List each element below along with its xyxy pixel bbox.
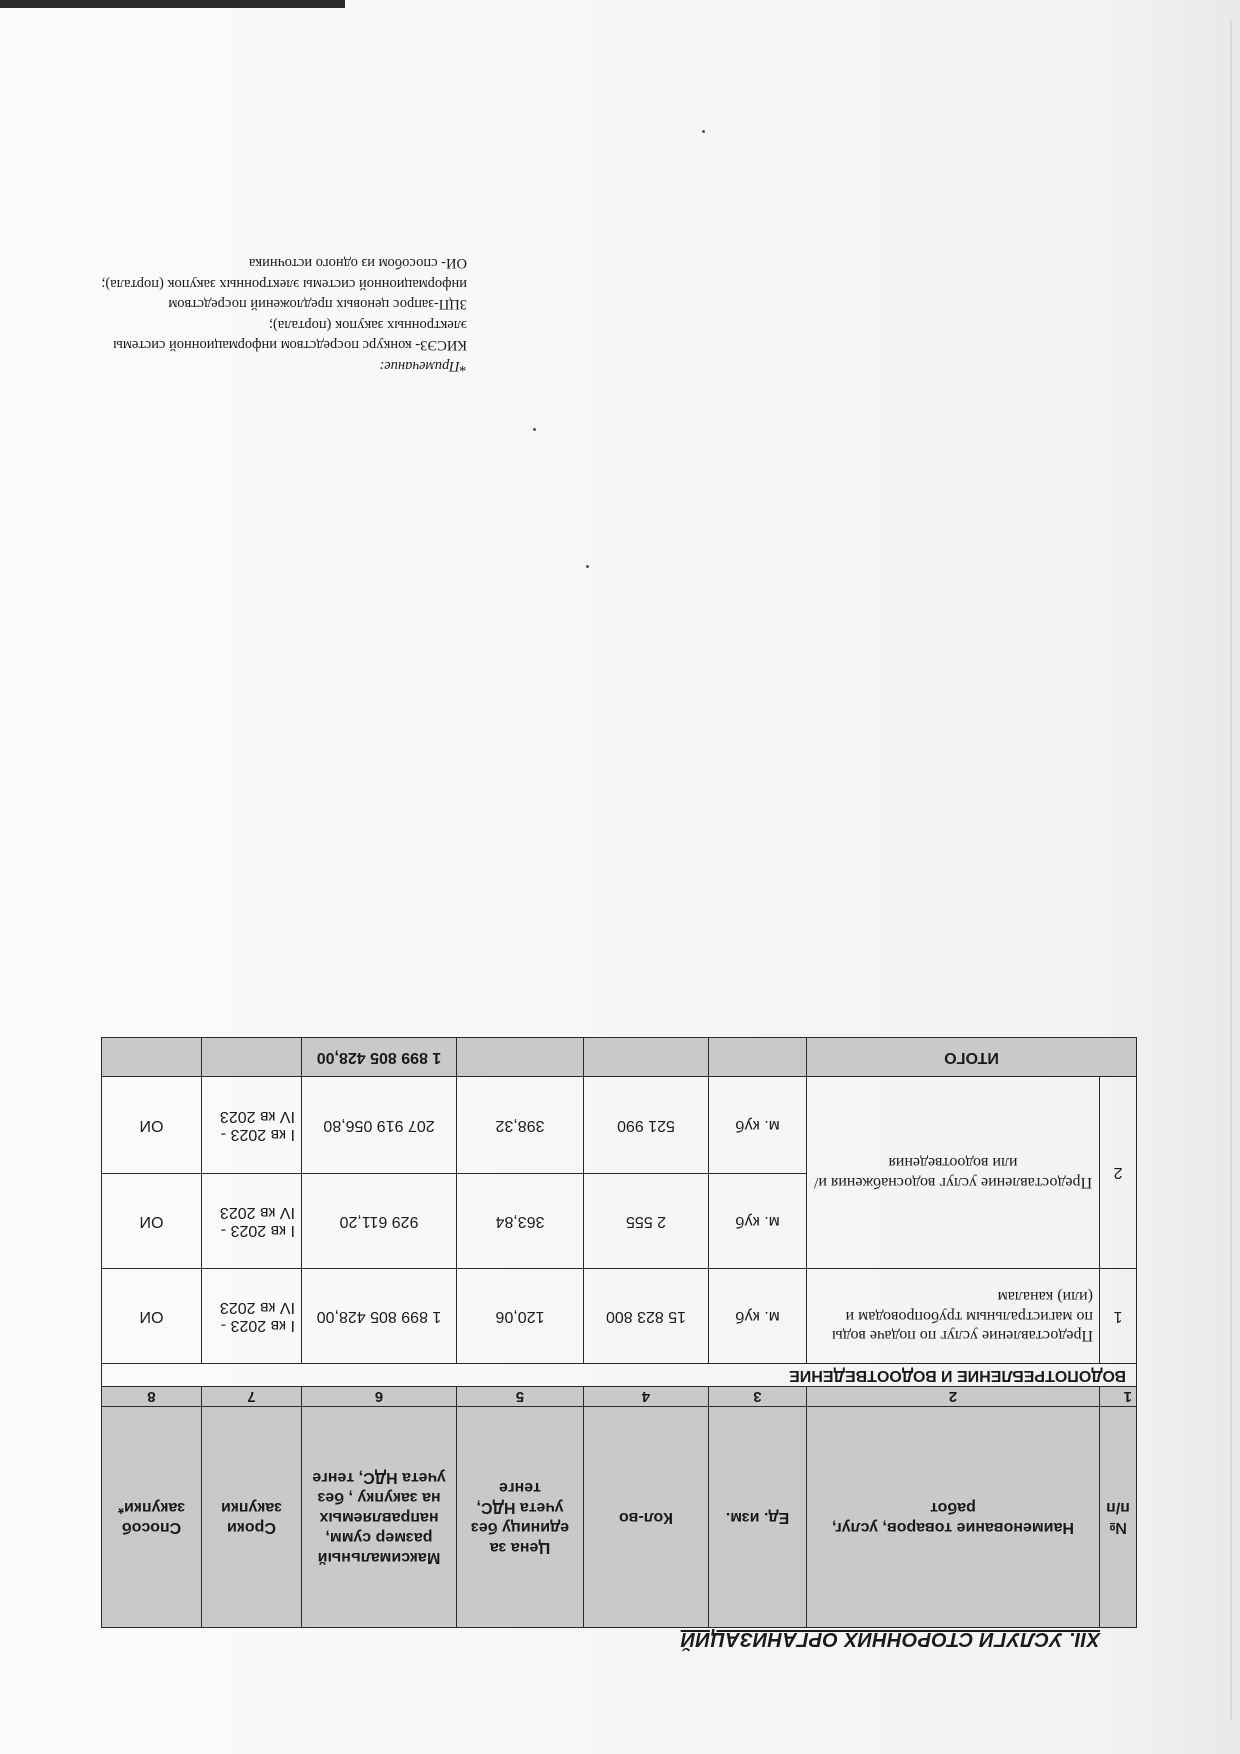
- row-period: I кв 2023 - IV кв 2023: [202, 1269, 302, 1364]
- column-number: 3: [709, 1387, 807, 1407]
- row-unit-price: 363,84: [457, 1174, 584, 1269]
- column-number: 6: [302, 1387, 457, 1407]
- table-header-row: [102, 1407, 1137, 1628]
- header-max-sum: Максимальный размер сумм, направляемых на закупку , без учета НДС, тенге: [302, 1407, 457, 1628]
- row-method: ОИ: [102, 1269, 202, 1364]
- row-number: 1: [1100, 1269, 1137, 1364]
- total-empty-cell: [457, 1038, 584, 1077]
- row-method: ОИ: [102, 1077, 202, 1174]
- column-number: 4: [584, 1387, 709, 1407]
- total-empty-cell: [709, 1038, 807, 1077]
- row-sum: 1 899 805 428,00: [302, 1269, 457, 1364]
- header-unit-price: Цена за единицу без учета НДС, тенге: [457, 1407, 584, 1628]
- column-number: 2: [807, 1387, 1100, 1407]
- column-number: 8: [102, 1387, 202, 1407]
- row-method: ОИ: [102, 1174, 202, 1269]
- total-sum: 1 899 805 428,00: [302, 1038, 457, 1077]
- total-label: ИТОГО: [807, 1038, 1137, 1077]
- row-quantity: 521 990: [584, 1077, 709, 1174]
- header-name: Наименование товаров, услуг, работ: [807, 1407, 1100, 1628]
- total-empty-cell: [102, 1038, 202, 1077]
- footnote-line: ЗЦП-запрос ценовых предложений посредством информационной системы электронных закупок (портала);: [101, 275, 467, 313]
- column-number: 7: [202, 1387, 302, 1407]
- row-period: I кв 2023 - IV кв 2023: [202, 1174, 302, 1269]
- row-name: Предоставление услуг водоснабжения и/или водоотведения: [807, 1077, 1100, 1269]
- row-quantity: 2 555: [584, 1174, 709, 1269]
- column-number: 1: [1100, 1387, 1137, 1407]
- column-number-row: [102, 1387, 1137, 1407]
- header-method: Способ закупки*: [102, 1407, 202, 1628]
- row-number: 2: [1100, 1077, 1137, 1269]
- row-name: Предоставление услуг по подаче воды по магистральным трубопроводам и (или) каналам: [807, 1269, 1100, 1364]
- section-row: [102, 1364, 1137, 1387]
- total-empty-cell: [202, 1038, 302, 1077]
- row-sum: 929 611,20: [302, 1174, 457, 1269]
- header-period: Сроки закупки: [202, 1407, 302, 1628]
- table-row: [102, 1269, 1137, 1364]
- footnote-title: *Примечание:: [379, 358, 467, 374]
- footnote: [87, 253, 467, 376]
- row-quantity: 15 823 800: [584, 1269, 709, 1364]
- document-title: XII. УСЛУГИ СТОРОННИХ ОРГАНИЗАЦИЙ: [680, 1628, 1100, 1650]
- row-unit-price: 398,32: [457, 1077, 584, 1174]
- row-sum: 207 919 056,80: [302, 1077, 457, 1174]
- row-unit: м. куб: [709, 1077, 807, 1174]
- procurement-table: [101, 1037, 1137, 1628]
- header-quantity: Кол-во: [584, 1407, 709, 1628]
- row-unit: м. куб: [709, 1269, 807, 1364]
- row-period: I кв 2023 - IV кв 2023: [202, 1077, 302, 1174]
- footnote-line: КИСЭЗ- конкурс посредством информационной системы электронных закупок (портала);: [113, 316, 467, 354]
- section-title: ВОДОПОТРЕБЛЕНИЕ И ВОДООТВЕДЕНИЕ: [102, 1364, 1137, 1387]
- row-unit-price: 120,06: [457, 1269, 584, 1364]
- table-row: [102, 1174, 1137, 1269]
- footnote-line: ОИ- способом из одного источника: [248, 255, 467, 272]
- column-number: 5: [457, 1387, 584, 1407]
- header-unit: Ед. изм.: [709, 1407, 807, 1628]
- total-row: [102, 1038, 1137, 1077]
- row-unit: м. куб: [709, 1174, 807, 1269]
- header-number: № п/п: [1100, 1407, 1137, 1628]
- total-empty-cell: [584, 1038, 709, 1077]
